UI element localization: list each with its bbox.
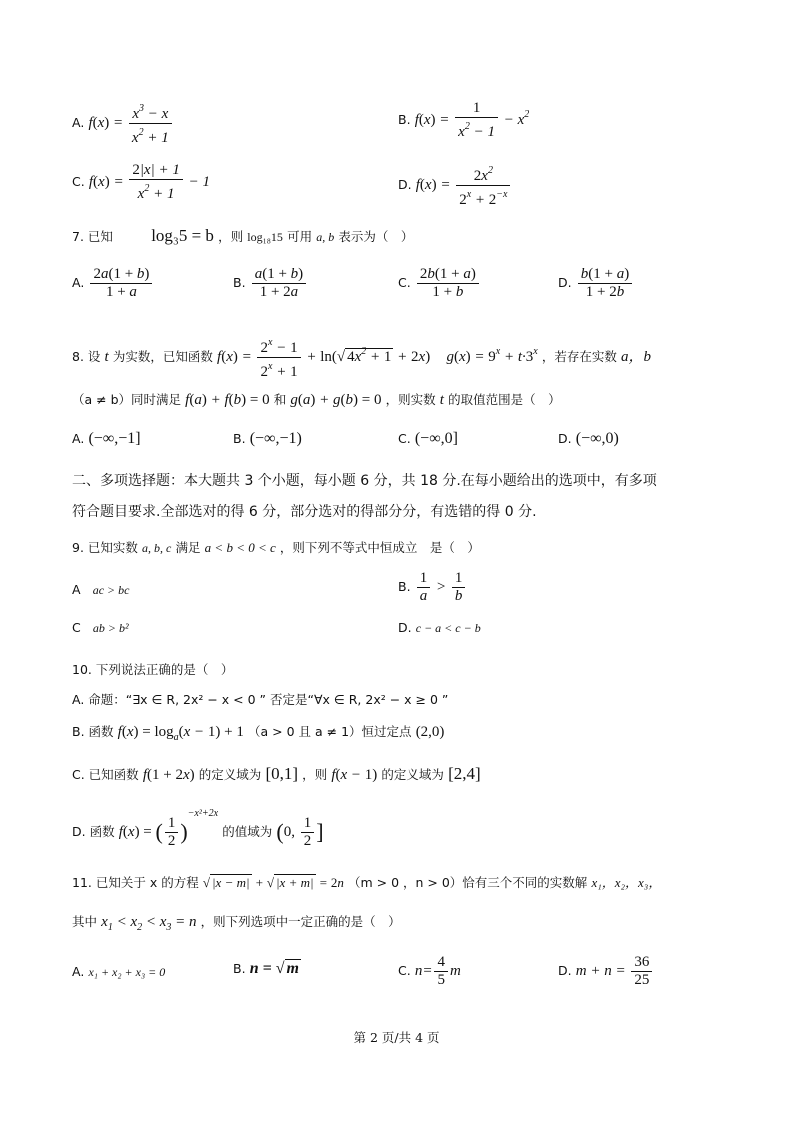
option-c-q11 xyxy=(398,954,461,989)
formula: $\frac{b(1 + a)}{1 + 2b}$ xyxy=(576,275,634,291)
section-heading-line-1: 二、多项选择题：本大题共 3 个小题，每小题 6 分，共 18 分.在每小题给出的选项中，有多项 xyxy=(72,473,657,489)
formula: $\frac{2a(1 + b)}{1 + a}$ xyxy=(88,275,154,291)
option-label: B. xyxy=(233,274,246,290)
option-a-q6 xyxy=(72,100,174,147)
option-a-q10: A. 命题：“∃x ∈ R, 2x² − x < 0 ” 否定是“∀x ∈ R, 2x² − x ≥ 0 ” xyxy=(72,692,449,707)
text: 11. 已知关于 x 的方程 xyxy=(72,875,199,890)
option-label: D. xyxy=(398,620,412,635)
option-label: C. xyxy=(398,274,411,290)
domain: [0,1] xyxy=(265,764,299,783)
option-label: A. xyxy=(72,431,85,446)
text: 满足 xyxy=(175,540,201,555)
option-label: C. xyxy=(72,173,85,189)
text: B. 函数 xyxy=(72,724,114,739)
option-b-q10 xyxy=(72,722,444,743)
option-label: D. xyxy=(558,962,572,978)
option-d-q9 xyxy=(398,620,481,636)
option-label: A xyxy=(72,582,81,597)
question-number: 7. 已知 xyxy=(72,229,113,244)
option-value: (−∞,0) xyxy=(575,430,619,447)
option-value: (−∞,−1) xyxy=(249,430,302,447)
formula: m + n = $\frac{36}{25}$ xyxy=(576,963,655,979)
text: 9. 已知实数 xyxy=(72,540,138,555)
condition-f: f(a) + f(b) = 0 xyxy=(185,392,270,408)
domain: [2,4] xyxy=(448,764,481,783)
option-a-q11 xyxy=(72,964,165,980)
variable: t xyxy=(439,392,444,408)
option-label: B. xyxy=(233,961,246,976)
variables: a，b xyxy=(621,348,652,365)
condition: a < b < 0 < c xyxy=(204,540,276,555)
option-c-q7 xyxy=(398,266,481,301)
question-9 xyxy=(72,538,480,556)
text: 的定义域为 xyxy=(198,767,262,782)
option-label: C. xyxy=(398,962,411,978)
option-value: (−∞,−1] xyxy=(88,430,141,447)
option-label: D. xyxy=(558,274,572,290)
text: 其中 xyxy=(72,914,98,929)
section-heading-line-2: 符合题目要求.全部选对的得 6 分，部分选对的得部分分，有选错的得 0 分. xyxy=(72,504,537,520)
formula: f(x − 1) xyxy=(331,767,378,783)
text: 和 xyxy=(273,392,287,407)
text: ，若存在实数 xyxy=(541,348,617,364)
text: （a > 0 且 a ≠ 1）恒过定点 xyxy=(248,724,412,739)
option-value: ab > b² xyxy=(92,621,129,635)
question-10: 10. 下列说法正确的是（ ） xyxy=(72,662,234,677)
option-b-q8 xyxy=(233,430,302,448)
option-value: (−∞,0] xyxy=(414,430,458,447)
text: 为实数，已知函数 xyxy=(112,348,213,364)
text: （a ≠ b）同时满足 xyxy=(72,392,182,407)
text: ，则 xyxy=(218,229,244,244)
formula: f(x) = $\frac{2x^2}{2^x + 2^{-x}}$ xyxy=(416,177,513,193)
option-label: D. xyxy=(558,431,572,446)
text: 8. 设 xyxy=(72,348,101,364)
option-label: C xyxy=(72,620,81,635)
text: 可用 xyxy=(287,229,313,244)
variable: t xyxy=(104,348,109,365)
option-c-q9 xyxy=(72,620,129,636)
formula: $f(x) = \log_a(x - 1) + 1$ xyxy=(117,724,244,743)
text: 表示为（ ） xyxy=(338,229,414,244)
option-a-q9 xyxy=(72,582,129,598)
text: ，则实数 xyxy=(385,392,436,407)
formula: $\frac{1}{a}$ > $\frac{1}{b}$ xyxy=(415,579,468,595)
text: D. 函数 xyxy=(72,824,115,839)
option-label: B. xyxy=(233,431,246,446)
option-label: A. xyxy=(72,114,85,130)
fixed-point: (2,0) xyxy=(415,724,445,740)
formula: $\frac{a(1 + b)}{1 + 2a}$ xyxy=(250,275,308,291)
function-f: f(x) = $\frac{2^x - 1}{2^x + 1}$ + ln(√ $4x^2 + 1 + 2x$) xyxy=(217,349,430,365)
formula: n= $\frac{4}{5}$ m xyxy=(414,954,461,988)
option-value: c − a < c − b xyxy=(415,621,481,635)
formula: f(1 + 2x) xyxy=(142,767,195,783)
option-d-q6 xyxy=(398,162,512,209)
question-8-line-1 xyxy=(72,334,651,381)
option-d-q11 xyxy=(558,954,654,989)
option-b-q7 xyxy=(233,266,308,301)
option-value: ac > bc xyxy=(92,583,130,597)
option-c-q10 xyxy=(72,764,481,784)
option-c-q6 xyxy=(72,162,210,203)
option-b-q11 xyxy=(233,960,301,978)
option-label: D. xyxy=(398,176,412,192)
formula: f(x) = $\frac{1}{x^2 - 1}$ − $x^2$ xyxy=(414,100,530,140)
option-value: x₁ + x₂ + x₃ = 0 xyxy=(88,965,166,979)
option-b-q9 xyxy=(398,570,467,605)
text: ，则下列不等式中恒成立 是（ ） xyxy=(279,540,480,555)
target-expression: log₁₈15 xyxy=(247,230,283,244)
formula: f(x) = $\frac{x^3 - x}{x^2 + 1}$ xyxy=(88,115,173,131)
function-g: $g(x) = 9^x + t\cdot 3^x$ xyxy=(446,345,538,365)
formula: f(x) = ( $\frac{1}{2}$ )$^{-x^2+2x}$ xyxy=(118,808,219,850)
option-label: A. xyxy=(72,274,85,290)
variables: a, b xyxy=(316,230,335,244)
option-d-q8 xyxy=(558,430,619,448)
page-footer: 第 2 页/共 4 页 xyxy=(353,1030,440,1045)
option-d-q7 xyxy=(558,266,634,301)
condition: log₃5 = b xyxy=(151,226,214,245)
option-label: C. xyxy=(398,431,411,446)
option-label: B. xyxy=(398,578,411,594)
condition-g: g(a) + g(b) = 0 xyxy=(290,392,382,408)
option-a-q7 xyxy=(72,266,154,301)
range: (0, $\frac{1}{2}$ ] xyxy=(276,815,324,850)
formula: f(x) = $\frac{2|x| + 1}{x^2 + 1}$ − 1 xyxy=(88,162,210,202)
equation: √ |x − m| + √ |x + m| = 2n xyxy=(202,875,344,890)
option-label: A. xyxy=(72,964,85,979)
question-11-line-2 xyxy=(72,912,401,933)
ordering: $x_1 < x_2 < x_3 = n$ xyxy=(101,914,197,933)
text: 的取值范围是（ ） xyxy=(448,392,561,407)
text: C. 已知函数 xyxy=(72,767,139,782)
question-8-line-2 xyxy=(72,390,561,409)
question-11-line-1 xyxy=(72,872,661,891)
text: 的定义域为 xyxy=(381,767,444,782)
text: ，则下列选项中一定正确的是（ ） xyxy=(200,914,401,929)
question-7 xyxy=(72,226,413,246)
option-c-q8 xyxy=(398,430,458,448)
variables: a, b, c xyxy=(142,541,172,555)
option-label: B. xyxy=(398,111,411,127)
option-a-q8 xyxy=(72,430,141,448)
text: ，则 xyxy=(302,767,328,782)
text: 的值域为 xyxy=(222,824,273,839)
option-b-q6 xyxy=(398,100,529,141)
formula: n = √ m xyxy=(249,960,299,977)
option-d-q10 xyxy=(72,808,324,850)
text: （m > 0 ，n > 0）恰有三个不同的实数解 xyxy=(347,875,588,890)
solutions: x₁，x₂，x₃， xyxy=(591,875,662,890)
formula: $\frac{2b(1 + a)}{1 + b}$ xyxy=(415,275,481,291)
